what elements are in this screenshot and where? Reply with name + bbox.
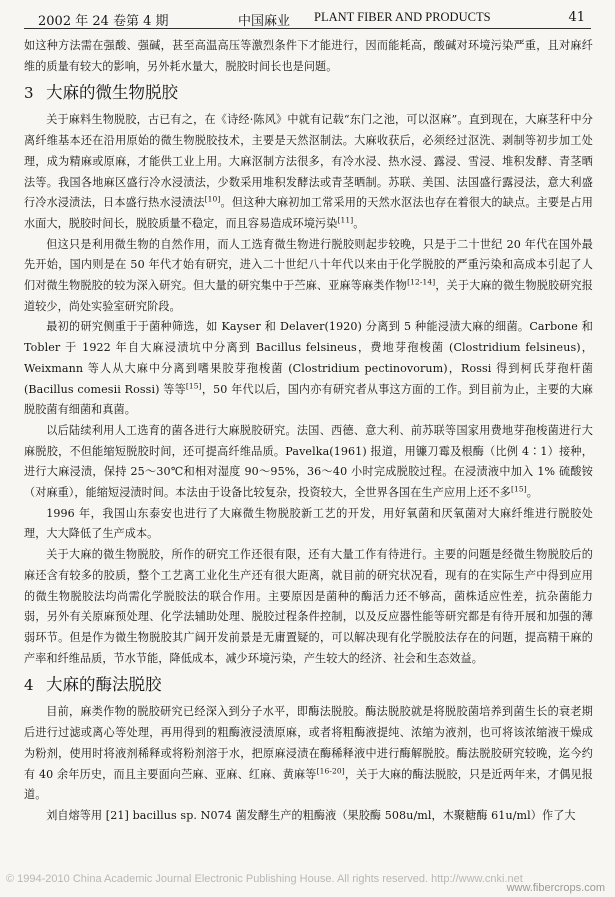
citation: [12-14] — [407, 277, 436, 287]
paragraph-continued: 如这种方法需在强酸、强碱，甚至高温高压等激烈条件下才能进行，因而能耗高，酸碱对环境污染严重，且对麻纤维的质量有较大的影响，另外耗水量大，脱胶时间长也是问题。 — [24, 39, 593, 73]
paragraph — [24, 702, 593, 806]
paragraph — [24, 110, 593, 234]
watermark-copyright: © 1994-2010 China Academic Journal Electronic Publishing House. All rights reserved. http://www.cnki.net — [6, 873, 523, 885]
paragraph-text: 。 — [526, 486, 538, 500]
citation: [15] — [185, 380, 202, 390]
citation: [15] — [510, 484, 527, 494]
section-title: 大麻的酶法脱胶 — [46, 675, 162, 695]
section-heading-3 — [24, 79, 593, 107]
paragraph-text: ，关于大麻的微生物脱胶研究报道较少，尚处实验室研究阶段。 — [24, 279, 594, 313]
paragraph-text: ，关于大麻的酶法脱胶，只是近两年来，才偶见报道。 — [24, 767, 593, 802]
section-heading-4 — [24, 671, 593, 699]
paragraph-text: ，50 年代以后，国内亦有研究者从事这方面的工作。到目前为止，主要的大麻脱胶菌有细菌和真菌。 — [24, 382, 593, 417]
paragraph — [24, 317, 593, 421]
paragraph-text: 。 — [353, 216, 365, 230]
journal-name-cn: 中国麻业 — [238, 14, 291, 29]
article-body — [24, 36, 593, 827]
paragraph — [24, 235, 593, 318]
journal-issue: 2002 年 24 卷第 4 期 — [38, 14, 169, 29]
paragraph — [24, 421, 593, 504]
citation: [11] — [337, 215, 354, 225]
paragraph: 关于大麻的微生物脱胶，所作的研究工作还很有限，还有大量工作有待进行。主要的问题是经微生物脱胶后的麻还含有较多的胶质，整个工艺离工业化生产还有很大距离，就目前的研究状况看，现有的在实际生产中得到应用的微生物脱胶法均尚需化学脱胶法的联合作用。主要原因是菌种的酶活力还不够高，菌株适应性差，抗杂菌能力弱，另外有关原麻预处理、化学法辅助处理、脱胶过程条件控制，以及反应器性能等研究都是有待开展和加强的薄弱环节。但是作为微生物脱胶其广阔开发前景是无庸置疑的，可以解决现有化学脱胶法存在的问题，提高精干麻的产率和纤维品质，节水节能，降低成本，减少环境污染，产生较大的经济、社会和生态效益。 — [24, 548, 593, 665]
watermark — [0, 869, 615, 897]
paragraph-text: 关于麻料生物脱胶，古已有之，在《诗经·陈风》中就有记载“东门之池，可以沤麻”。直到现在，大麻茎秆中分离纤维基本还在沿用原始的微生物脱胶技术，主要是天然沤制法。大麻收获后，必须经过沤洗、剥制等初步加工处理，成为精麻或原麻，才能供工业上用。大麻沤制方法很多，有冷水浸、热水浸、露浸、雪浸、堆积发酵、青茎晒法等。我国各地麻区盛行冷水浸渍法，少数采用堆积发酵法或青茎晒制。苏联、美国、法国盛行露浸法，意大利盛行冷水浸渍法，日本盛行热水浸渍法 — [24, 113, 593, 210]
section-title: 大麻的微生物脱胶 — [46, 83, 178, 103]
section-number: 3 — [24, 84, 34, 103]
paragraph-text: 目前，麻类作物的脱胶研究已经深入到分子水平，即酶法脱胶。酶法脱胶就是将脱胶菌培养到菌生长的衰老期后进行过滤或离心等处理，再用得到的粗酶液浸渍原麻，或者将粗酶液提纯、浓缩为液剂，也可将该浓缩液干燥成为粉剂，使用时将液剂稀释或将粉剂溶于水，把原麻浸渍在酶稀释液中进行酶解脱胶。酶法脱胶研究较晚，迄今约有 40 余年历史，而且主要面向苎麻、亚麻、红麻、黄麻等 — [24, 705, 593, 781]
running-header — [24, 6, 591, 29]
citation: [16-20] — [316, 765, 345, 775]
paragraph-cut-off: 刘自熔等用 [21] bacillus sp. N074 菌发酵生产的粗酶液（果胶酶 508u/ml，木聚糖酶 61u/ml）作了大 — [46, 808, 576, 822]
paragraph: 1996 年，我国山东泰安也进行了大麻微生物脱胶新工艺的开发，用好氧菌和厌氧菌对大麻纤维进行脱胶处理，大大降低了生产成本。 — [24, 506, 593, 541]
journal-name-en: PLANT FIBER AND PRODUCTS — [314, 10, 491, 24]
paragraph-text: 。但这种大麻初加工常采用的天然水沤法也存在着很大的缺点。主要是占用水面大，脱胶时间长，脱胶质量不稳定，而且容易造成环境污染 — [24, 196, 593, 230]
paragraph-text: 最初的研究侧重于于菌种筛选，如 Kayser 和 Delaver(1920) 分离到 5 种能浸渍大麻的细菌。Carbone 和 Tobler 于 1922 年自大麻浸渍坑中分离到 Bacillus felsineus，费地芽孢梭菌 (Clostridium felsineus)，Weixmann 等人从大麻中分离到嗜果胶芽孢梭菌 (Clostridium pectinovorum)，Rossi 得到柯氏芽孢杆菌 (Bacillus comesii Rossi) 等等 — [24, 320, 593, 396]
paragraph-text: 以后陆续利用人工选育的菌各进行大麻脱胶研究。法国、西德、意大利、前苏联等国家用费地芽孢梭菌进行大麻脱胶，不但能缩短脱胶时间，还可提高纤维品质。Pavelka(1961) 报道，用镰刀霉及根酶（比例 4∶1）接种，进行大麻浸渍，保持 25～30℃和相对湿度 90～95%，36～40 小时完成脱胶过程。在浸渍液中加入 1% 硫酸铵（对麻重），能缩短浸渍时间。本法由于设备比较复杂，投资较大，全世界各国在生产应用上还不多 — [24, 423, 593, 500]
paragraph-text: 但这只是利用微生物的自然作用，而人工选育微生物进行脱胶则起步较晚，只是于二十世纪 20 年代在国外最先开始，国内则是在 50 年代才始有研究，进入二十世纪八十年代以来由于化学脱胶的严重污染和高成本引起了人们对微生物脱胶的较为深入研究。但大量的研究集中于苎麻、亚麻等麻类作物 — [24, 237, 593, 293]
citation: [10] — [204, 194, 221, 204]
watermark-site: www.fibercrops.com — [506, 882, 605, 894]
page-number: 41 — [568, 10, 585, 25]
section-number: 4 — [24, 676, 34, 695]
